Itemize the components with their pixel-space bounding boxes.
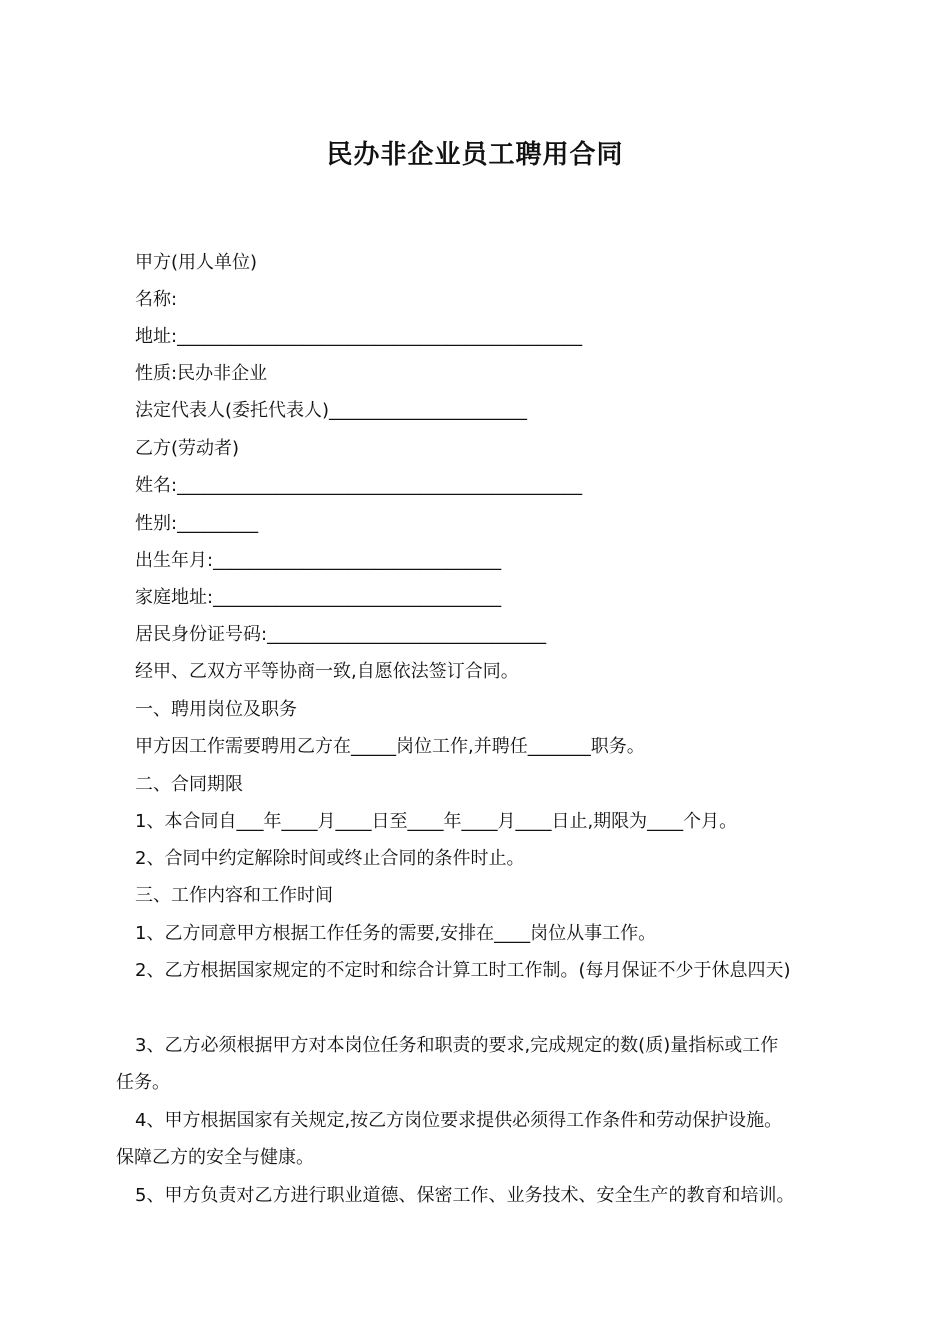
agreement-statement: 经甲、乙双方平等协商一致,自愿依法签订合同。: [135, 661, 519, 682]
document-title: 民办非企业员工聘用合同: [326, 140, 624, 170]
party-b-id-number: 居民身份证号码:_______________________________: [135, 624, 547, 645]
party-b-birth: 出生年月:________________________________: [135, 550, 502, 571]
party-a-legal-rep: 法定代表人(委托代表人)______________________: [135, 400, 528, 421]
section-1-heading: 一、聘用岗位及职务: [135, 699, 297, 720]
party-a-nature: 性质:民办非企业: [135, 363, 268, 384]
party-a-address: 地址:_____________________________________________: [135, 326, 583, 347]
party-b-heading: 乙方(劳动者): [135, 438, 240, 459]
party-b-gender: 性别:_________: [135, 513, 259, 534]
section-2-heading: 二、合同期限: [135, 774, 243, 795]
section-3-item-2: 2、乙方根据国家规定的不定时和综合计算工时工作制。(每月保证不少于休息四天): [135, 960, 791, 981]
section-2-item-2: 2、合同中约定解除时间或终止合同的条件时止。: [135, 848, 525, 869]
section-3-item-5: 5、甲方负责对乙方进行职业道德、保密工作、业务技术、安全生产的教育和培训。: [135, 1185, 795, 1206]
section-3-item-4-line-1: 4、甲方根据国家有关规定,按乙方岗位要求提供必须得工作条件和劳动保护设施。: [135, 1110, 783, 1131]
party-b-home-address: 家庭地址:________________________________: [135, 587, 502, 608]
section-2-item-1: 1、本合同自___年____月____日至____年____月____日止,期限为____个月。: [135, 811, 738, 832]
section-3-heading: 三、工作内容和工作时间: [135, 885, 333, 906]
section-3-item-3-line-2: 任务。: [116, 1072, 170, 1093]
section-3-item-1: 1、乙方同意甲方根据工作任务的需要,安排在____岗位从事工作。: [135, 923, 657, 944]
section-3-item-4-line-2: 保障乙方的安全与健康。: [116, 1147, 314, 1168]
section-3-item-3-line-1: 3、乙方必须根据甲方对本岗位任务和职责的要求,完成规定的数(质)量指标或工作: [135, 1035, 779, 1056]
section-1-text: 甲方因工作需要聘用乙方在_____岗位工作,并聘任_______职务。: [135, 736, 645, 757]
party-a-name: 名称:: [135, 289, 178, 310]
party-b-name: 姓名:_____________________________________________: [135, 475, 583, 496]
party-a-heading: 甲方(用人单位): [135, 252, 258, 273]
